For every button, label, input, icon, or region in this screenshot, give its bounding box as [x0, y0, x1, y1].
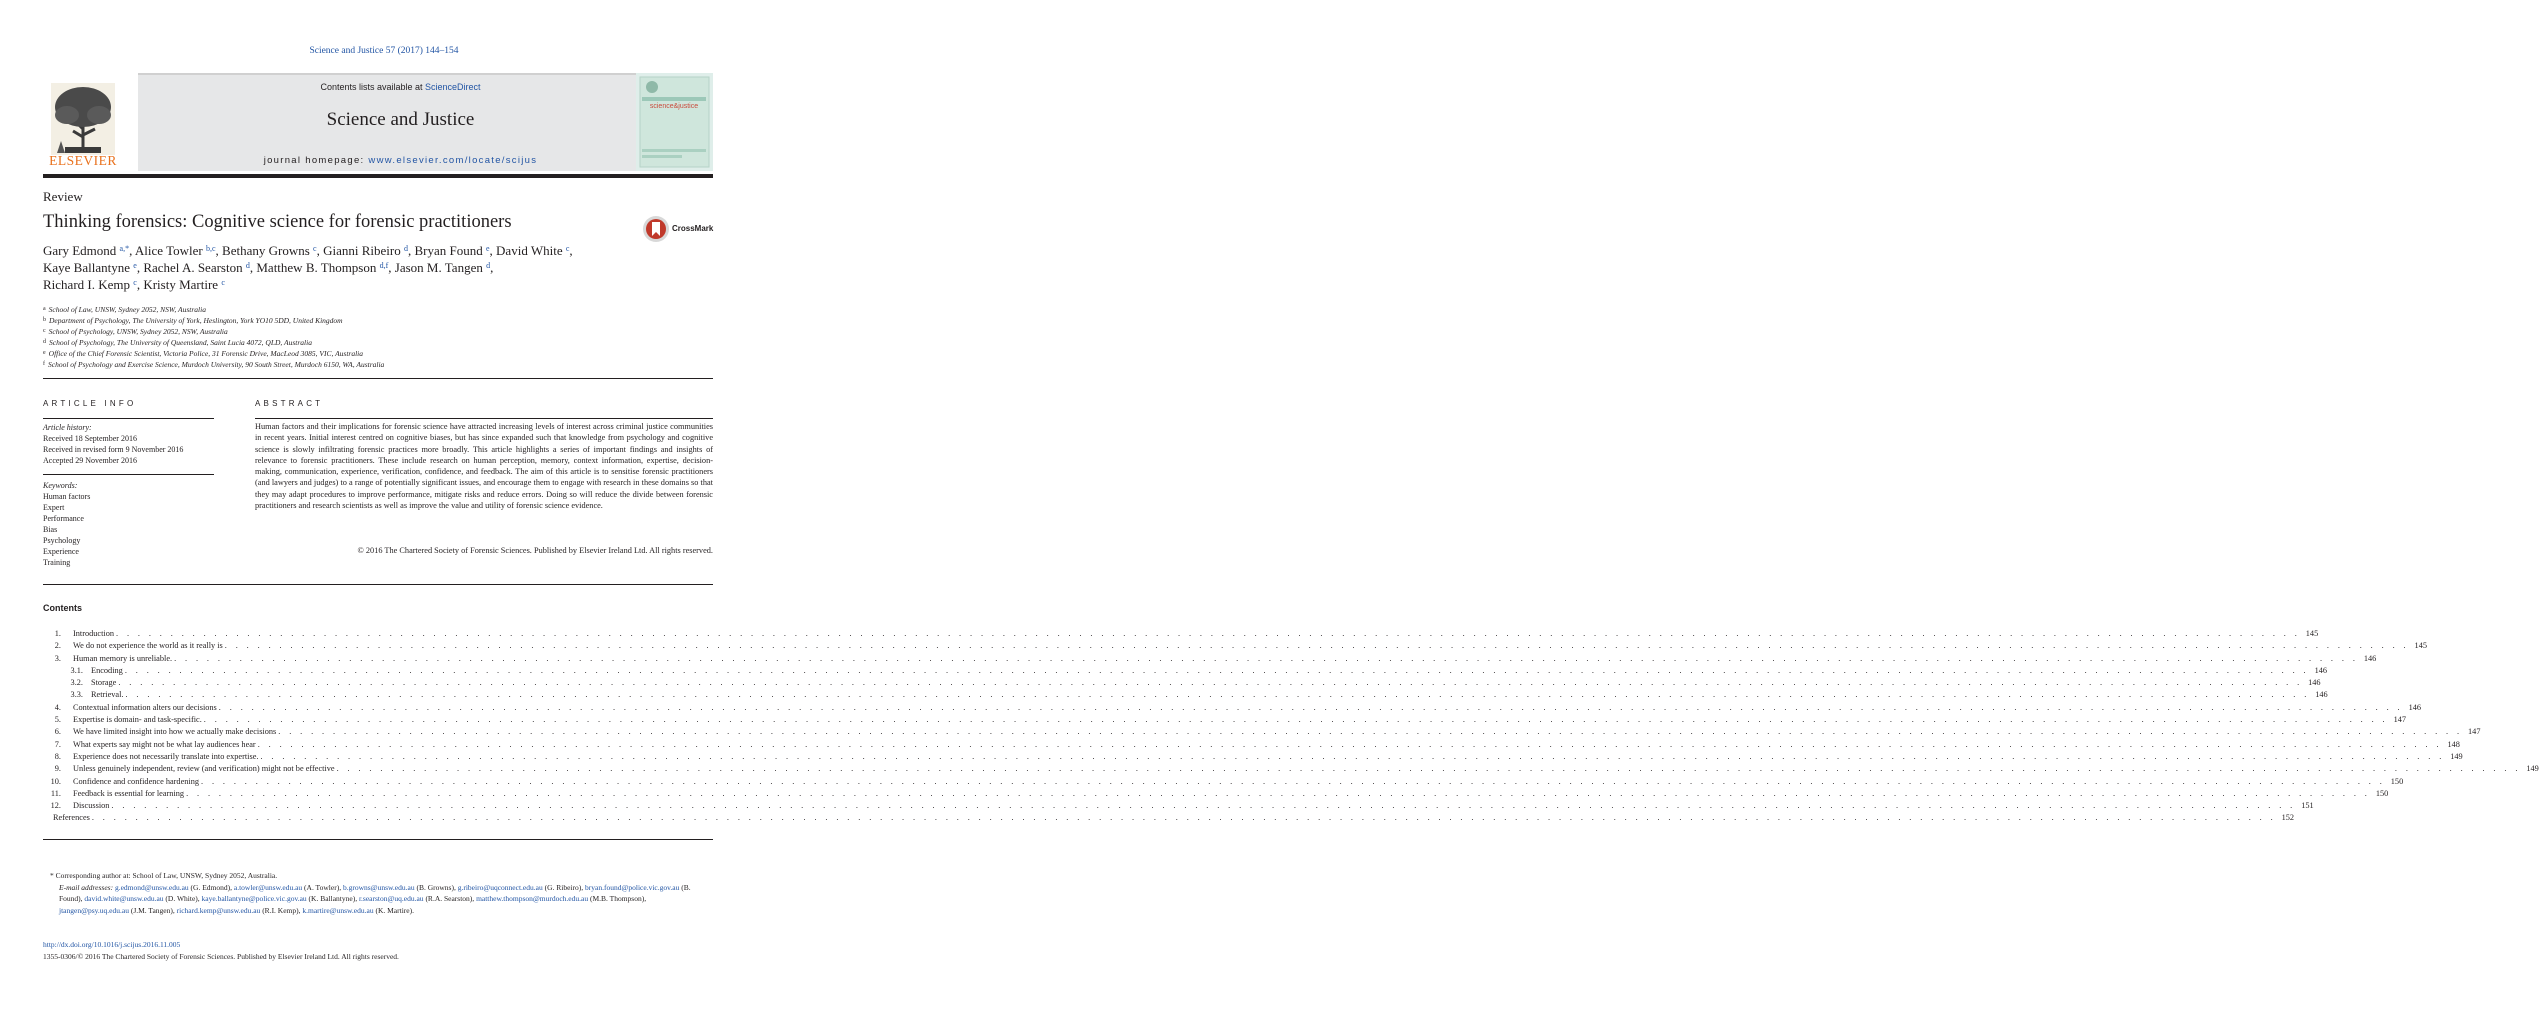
toc-leader-dots: . . . . . . . . . . . . . . . . . . . . . . . . . . . . . . . . . . . . . . . . . . . . . . . . . . . . . . . . . . . . . . . . . . . . . . . . . . . . . . . . . . . . . . . . . . . . . . . . . . . . . . . . . . . . . . . . . . . . . . . . . . . . . . . . . . . . . . . . . . . . . . . . . . . . . . . . . . . . . . . . . . . . . . . . . . . . . . . . . . . . . . . . . . . . . . . . . . . . . . . . — [201, 776, 2386, 786]
toc-entry-title: Feedback is essential for learning — [73, 788, 185, 798]
toc-entry-number: 7. — [54, 739, 61, 749]
journal-banner — [43, 73, 713, 171]
author-affiliation-link[interactable]: e — [133, 261, 137, 270]
email-link[interactable]: a.towler@unsw.edu.au — [233, 882, 303, 892]
affiliation-item: $^b$ Department of Psychology, The University of York, Heslington, York YO10 5DD, United Kingdom — [43, 316, 343, 325]
email-owner: (M.B. Thompson), — [588, 894, 647, 903]
article-info-heading: ARTICLE INFO — [43, 399, 137, 408]
author-line-2: Kaye Ballantyne $^e$, Rachel A. Searston $^d$, Matthew B. Thompson $^{d,f}$, Jason M. Tangen $^d$, — [43, 260, 494, 275]
toc-leader-dots: . . . . . . . . . . . . . . . . . . . . . . . . . . . . . . . . . . . . . . . . . . . . . . . . . . . . . . . . . . . . . . . . . . . . . . . . . . . . . . . . . . . . . . . . . . . . . . . . . . . . . . . . . . . . . . . . . . . . . . . . . . . . . . . . . . . . . . . . . . . . . . . . . . . . . . . . . . . . . . . . . . . . . . . . . . . . . . . . . . . . . . . . . . . . . . . . . . . . . . . . — [174, 653, 2359, 663]
toc-entry[interactable] — [43, 727, 2481, 739]
toc-leader-dots: . . . . . . . . . . . . . . . . . . . . . . . . . . . . . . . . . . . . . . . . . . . . . . . . . . . . . . . . . . . . . . . . . . . . . . . . . . . . . . . . . . . . . . . . . . . . . . . . . . . . . . . . . . . . . . . . . . . . . . . . . . . . . . . . . . . . . . . . . . . . . . . . . . . . . . . . . . . . . . . . . . . . . . . . . . . . . . . . . . . . . . . . . . . . . . . . . . . . . . . . — [260, 751, 2445, 761]
author-name: Gary Edmond — [43, 243, 117, 258]
toc-entry[interactable] — [43, 702, 2422, 715]
toc-entry-page: 148 — [2447, 739, 2460, 749]
author-affiliation-link[interactable]: e — [485, 244, 490, 253]
toc-entry-title: Introduction — [73, 629, 115, 638]
toc-entry-title: Unless genuinely independent, review (and verification) might not be effective — [73, 764, 335, 774]
toc-entry-page: 152 — [2281, 813, 2295, 823]
history-label: Article history: — [43, 423, 92, 432]
author-name: Gianni Ribeiro — [323, 243, 401, 258]
toc-leader-dots: . . . . . . . . . . . . . . . . . . . . . . . . . . . . . . . . . . . . . . . . . . . . . . . . . . . . . . . . . . . . . . . . . . . . . . . . . . . . . . . . . . . . . . . . . . . . . . . . . . . . . . . . . . . . . . . . . . . . . . . . . . . . . . . . . . . . . . . . . . . . . . . . . . . . . . . . . . . . . . . . . . . . . . . . . . . . . . . . . . . . . . . . . . . . . . . . . . . . . . . . — [91, 813, 2277, 823]
issn-copyright-line: 1355-0306/© 2016 The Chartered Society of Forensic Sciences. Published by Elsevier Ireland Ltd. All rights reserved. — [43, 952, 399, 961]
divider — [43, 584, 713, 585]
author-name: David White — [496, 243, 563, 258]
email-link[interactable]: k.martire@unsw.edu.au — [302, 905, 374, 915]
author-list — [43, 242, 713, 293]
toc-entry[interactable] — [43, 813, 2295, 825]
toc-entry-page: 145 — [2305, 629, 2319, 638]
keyword-item: Training — [43, 558, 71, 567]
journal-header-box — [138, 73, 663, 171]
toc-entry[interactable] — [43, 665, 2328, 678]
keyword-item: Performance — [43, 514, 84, 523]
history-item: Received in revised form 9 November 2016 — [43, 445, 184, 454]
journal-citation[interactable]: Science and Justice 57 (2017) 144–154 — [309, 46, 459, 56]
email-owner: (A. Towler), — [302, 882, 343, 892]
author-affiliation-link[interactable]: c — [221, 278, 225, 287]
toc-entry[interactable] — [43, 751, 2463, 764]
toc-entry-title: Experience does not necessarily translate into expertise. — [73, 751, 259, 761]
divider — [43, 418, 214, 419]
toc-leader-dots: . . . . . . . . . . . . . . . . . . . . . . . . . . . . . . . . . . . . . . . . . . . . . . . . . . . . . . . . . . . . . . . . . . . . . . . . . . . . . . . . . . . . . . . . . . . . . . . . . . . . . . . . . . . . . . . . . . . . . . . . . . . . . . . . . . . . . . . . . . . . . . . . . . . . . . . . . . . . . . . . . . . . . . . . . . . . . . . . . . . . . . . . . . . . . . . . . . . . . . . . — [186, 788, 2371, 798]
keyword-list — [43, 480, 90, 568]
email-owner: (G. Ribeiro), — [542, 882, 586, 892]
toc-entry[interactable] — [43, 678, 2321, 690]
toc-entry[interactable] — [43, 690, 2328, 702]
author-name: Matthew B. Thompson — [256, 260, 377, 275]
author-affiliation-link[interactable]: d,f — [379, 261, 389, 270]
email-link[interactable]: bryan.found@police.vic.gov.au — [585, 882, 680, 892]
affiliation-item: $^a$ School of Law, UNSW, Sydney 2052, NSW, Australia — [43, 305, 206, 314]
affiliation-item: $^c$ School of Psychology, UNSW, Sydney 2052, NSW, Australia — [43, 327, 228, 336]
toc-entry-page: 150 — [2390, 776, 2404, 786]
toc-entry-page: 146 — [2315, 690, 2328, 700]
author-name: Bethany Growns — [222, 243, 310, 258]
history-item: Received 18 September 2016 — [43, 434, 137, 443]
toc-entry[interactable] — [43, 715, 2407, 727]
toc-entry-number: 12. — [50, 801, 61, 811]
author-name: Kristy Martire — [143, 277, 219, 292]
keyword-item: Bias — [43, 525, 58, 534]
toc-entry-number: 6. — [54, 727, 61, 737]
email-link[interactable]: matthew.thompson@murdoch.edu.au — [476, 894, 589, 903]
author-affiliation-link[interactable]: b,c — [205, 244, 216, 253]
article-title: Thinking forensics: Cognitive science for forensic practitioners — [43, 212, 512, 232]
email-owner: (B. Growns), — [414, 882, 458, 892]
header-rule — [43, 174, 713, 178]
crossmark-icon — [642, 215, 670, 243]
author-affiliation-link[interactable]: c — [133, 278, 137, 287]
author-name: Alice Towler — [134, 243, 203, 258]
toc-entry-title: What experts say might not be what lay audiences hear — [73, 739, 256, 749]
toc-entry-page: 149 — [2526, 764, 2539, 774]
toc-entry[interactable] — [43, 629, 2319, 641]
abstract-heading: ABSTRACT — [255, 399, 324, 408]
email-owner: (R.I. Kemp), — [260, 905, 303, 915]
toc-entry-title: We have limited insight into how we actually make decisions — [73, 727, 277, 737]
author-affiliation-link[interactable]: a,* — [119, 244, 130, 253]
toc-leader-dots: . . . . . . . . . . . . . . . . . . . . . . . . . . . . . . . . . . . . . . . . . . . . . . . . . . . . . . . . . . . . . . . . . . . . . . . . . . . . . . . . . . . . . . . . . . . . . . . . . . . . . . . . . . . . . . . . . . . . . . . . . . . . . . . . . . . . . . . . . . . . . . . . . . . . . . . . . . . . . . . . . . . . . . . . . . . . . . . . . . . . . . . . . . . . . . . . . . . . . . . . — [124, 665, 2310, 675]
abstract-text: Human factors and their implications for forensic science have attracted increasing levels of interest across criminal justice communities in recent years. Initial interest centred on cognitive biases, but has since expanded such that knowledge from psychology and cognitive science is slowly infiltrating forensic practices more broadly. This article highlights a series of important findings and insights of relevance to forensic practitioners. These include research on human perception, memory, context information, expertise, decision-making, communication, experience, verification, confidence, and feedback. The aim of this article is to sensitise forensic practitioners (and lawyers and judges) to a range of potentially significant issues, and encourage them to engage with research in these domains so that they may adapt procedures to improve performance, mitigate risks and reduce errors. Doing so will reduce the divide between forensic practitioners and research scientists as well as improve the value and utility of forensic science evidence. — [255, 422, 713, 511]
toc-leader-dots: . . . . . . . . . . . . . . . . . . . . . . . . . . . . . . . . . . . . . . . . . . . . . . . . . . . . . . . . . . . . . . . . . . . . . . . . . . . . . . . . . . . . . . . . . . . . . . . . . . . . . . . . . . . . . . . . . . . . . . . . . . . . . . . . . . . . . . . . . . . . . . . . . . . . . . . . . . . . . . . . . . . . . . . . . . . . . . . . . . . . . . . . . . . . . . . . . . . . . . . . — [203, 715, 2389, 725]
toc-entry[interactable] — [43, 653, 2377, 666]
toc-leader-dots: . . . . . . . . . . . . . . . . . . . . . . . . . . . . . . . . . . . . . . . . . . . . . . . . . . . . . . . . . . . . . . . . . . . . . . . . . . . . . . . . . . . . . . . . . . . . . . . . . . . . . . . . . . . . . . . . . . . . . . . . . . . . . . . . . . . . . . . . . . . . . . . . . . . . . . . . . . . . . . . . . . . . . . . . . . . . . . . . . . . . . . . . . . . . . . . . . . . . . . . . — [116, 629, 2301, 638]
toc-entry-title: References — [53, 813, 90, 823]
email-link[interactable]: jtangen@psy.uq.edu.au — [59, 905, 129, 915]
author-affiliation-link[interactable]: c — [313, 244, 317, 253]
email-link[interactable]: b.growns@unsw.edu.au — [342, 882, 415, 892]
email-link[interactable]: david.white@unsw.edu.au — [84, 894, 164, 903]
email-link[interactable]: kaye.ballantyne@police.vic.gov.au — [201, 894, 307, 903]
history-item: Accepted 29 November 2016 — [43, 456, 137, 465]
doi-link[interactable]: http://dx.doi.org/10.1016/j.scijus.2016.11.005 — [43, 940, 181, 949]
article-history — [43, 422, 183, 466]
email-link[interactable]: g.edmond@unsw.edu.au — [114, 882, 189, 892]
email-link[interactable]: richard.kemp@unsw.edu.au — [176, 905, 261, 915]
journal-title: Science and Justice — [326, 109, 475, 130]
toc-entry-title: Expertise is domain- and task-specific. — [73, 715, 202, 725]
toc-entry-number: 3.3. — [70, 690, 83, 700]
journal-homepage-line: journal homepage: www.elsevier.com/locate/scijus — [263, 155, 538, 166]
author-affiliation-link[interactable]: c — [565, 244, 570, 253]
toc-entry-page: 147 — [2393, 715, 2407, 725]
author-line-1: Gary Edmond $^{a,*}$, Alice Towler $^{b,c}$, Bethany Growns $^c$, Gianni Ribeiro $^d$, Bryan Found $^e$, David White $^c$, — [43, 243, 573, 258]
author-name: Rachel A. Searston — [143, 260, 243, 275]
affiliation-list — [43, 304, 713, 370]
email-owner: (G. Edmond), — [188, 882, 234, 892]
author-affiliation-link[interactable]: d — [245, 261, 250, 270]
journal-cover-thumbnail — [636, 73, 713, 171]
crossmark-label: CrossMark — [672, 224, 714, 233]
author-name: Kaye Ballantyne — [43, 260, 130, 275]
toc-entry-number: 3.1. — [70, 665, 83, 675]
toc-leader-dots: . . . . . . . . . . . . . . . . . . . . . . . . . . . . . . . . . . . . . . . . . . . . . . . . . . . . . . . . . . . . . . . . . . . . . . . . . . . . . . . . . . . . . . . . . . . . . . . . . . . . . . . . . . . . . . . . . . . . . . . . . . . . . . . . . . . . . . . . . . . . . . . . . . . . . . . . . . . . . . . . . . . . . . . . . . . . . . . . . . . . . . . . . . . . . . . . . . . . . . . . — [278, 727, 2463, 737]
toc-entry-title: Retrieval. — [91, 690, 124, 700]
affiliation-item: $^f$ School of Psychology and Exercise Science, Murdoch University, 90 South Street, Murdoch 6150, WA, Australia — [43, 360, 385, 369]
email-owner: (B. Found), — [59, 882, 691, 903]
cover-title-text: science&justice — [649, 103, 699, 110]
toc-entry-title: Discussion — [73, 801, 110, 811]
toc-entry-title: Storage — [91, 678, 117, 688]
divider — [255, 418, 713, 419]
toc-leader-dots: . . . . . . . . . . . . . . . . . . . . . . . . . . . . . . . . . . . . . . . . . . . . . . . . . . . . . . . . . . . . . . . . . . . . . . . . . . . . . . . . . . . . . . . . . . . . . . . . . . . . . . . . . . . . . . . . . . . . . . . . . . . . . . . . . . . . . . . . . . . . . . . . . . . . . . . . . . . . . . . . . . . . . . . . . . . . . . . . . . . . . . . . . . . . . . . . . . . . . . . . — [111, 801, 2296, 811]
toc-entry-number: 1. — [54, 629, 61, 638]
author-name: Jason M. Tangen — [394, 260, 483, 275]
keywords-label: Keywords: — [43, 481, 78, 490]
affiliation-item: $^d$ School of Psychology, The University of Queensland, Saint Lucia 4072, QLD, Australia — [43, 338, 312, 347]
contents-heading: Contents — [43, 603, 82, 613]
toc-entry-title: We do not experience the world as it really is — [73, 641, 223, 651]
author-affiliation-link[interactable]: d — [486, 261, 491, 270]
toc-entry-title: Human memory is unreliable. — [73, 653, 173, 663]
abstract-copyright: © 2016 The Chartered Society of Forensic Sciences. Published by Elsevier Ireland Ltd. All rights reserved. — [357, 546, 713, 555]
toc-entry-number: 9. — [54, 764, 61, 774]
keyword-item: Experience — [43, 547, 79, 556]
toc-entry-number: 10. — [50, 776, 61, 786]
keyword-item: Expert — [43, 503, 65, 512]
email-link[interactable]: g.ribeiro@uqconnect.edu.au — [457, 882, 543, 892]
toc-entry[interactable] — [43, 739, 2460, 752]
contents-available-line: Contents lists available at ScienceDirect — [320, 82, 481, 92]
toc-entry[interactable] — [43, 641, 2427, 653]
toc-entry-page: 146 — [2314, 665, 2328, 675]
toc-entry-page: 145 — [2414, 641, 2427, 651]
divider — [43, 839, 713, 840]
email-owner: (J.M. Tangen), — [128, 905, 177, 915]
toc-entry-page: 146 — [2363, 653, 2377, 663]
toc-entry-number: 3.2. — [70, 678, 83, 688]
author-affiliation-link[interactable]: d — [403, 244, 408, 253]
toc-entry-page: 146 — [2308, 678, 2321, 688]
divider — [43, 378, 713, 379]
toc-entry-number: 11. — [50, 788, 61, 798]
toc-leader-dots: . . . . . . . . . . . . . . . . . . . . . . . . . . . . . . . . . . . . . . . . . . . . . . . . . . . . . . . . . . . . . . . . . . . . . . . . . . . . . . . . . . . . . . . . . . . . . . . . . . . . . . . . . . . . . . . . . . . . . . . . . . . . . . . . . . . . . . . . . . . . . . . . . . . . . . . . . . . . . . . . . . . . . . . . . . . . . . . . . . . . . . . . . . . . . . . . . . . . . . . . — [118, 678, 2303, 688]
toc-entry-page: 151 — [2301, 801, 2314, 811]
article-type: Review — [43, 189, 83, 204]
toc-entry-title: Confidence and confidence hardening — [73, 776, 200, 786]
email-owner: (K. Ballantyne), — [306, 894, 359, 903]
toc-entry-page: 146 — [2408, 702, 2422, 712]
journal-homepage-link[interactable]: www.elsevier.com/locate/scijus — [368, 155, 538, 166]
author-name: Bryan Found — [414, 243, 483, 258]
toc-entry-page: 149 — [2450, 751, 2463, 761]
email-owner: (D. White), — [163, 894, 202, 903]
toc-entry-page: 147 — [2468, 727, 2481, 737]
elsevier-wordmark: ELSEVIER — [49, 153, 117, 168]
toc-entry-number: 4. — [54, 702, 61, 712]
table-of-contents — [43, 629, 2539, 826]
author-line-3: Richard I. Kemp $^c$, Kristy Martire $^c$ — [43, 277, 225, 292]
toc-entry-number: 8. — [54, 751, 61, 761]
toc-entry-title: Contextual information alters our decisions — [73, 702, 217, 712]
toc-leader-dots: . . . . . . . . . . . . . . . . . . . . . . . . . . . . . . . . . . . . . . . . . . . . . . . . . . . . . . . . . . . . . . . . . . . . . . . . . . . . . . . . . . . . . . . . . . . . . . . . . . . . . . . . . . . . . . . . . . . . . . . . . . . . . . . . . . . . . . . . . . . . . . . . . . . . . . . . . . . . . . . . . . . . . . . . . . . . . . . . . . . . . . . . . . . . . . . . . . . . . . . . — [125, 690, 2310, 700]
email-owner: (K. Martire). — [373, 905, 414, 915]
toc-leader-dots: . . . . . . . . . . . . . . . . . . . . . . . . . . . . . . . . . . . . . . . . . . . . . . . . . . . . . . . . . . . . . . . . . . . . . . . . . . . . . . . . . . . . . . . . . . . . . . . . . . . . . . . . . . . . . . . . . . . . . . . . . . . . . . . . . . . . . . . . . . . . . . . . . . . . . . . . . . . . . . . . . . . . . . . . . . . . . . . . . . . . . . . . . . . . . . . . . . . . . . . . — [257, 739, 2442, 749]
email-owner: (R.A. Searston), — [423, 894, 477, 903]
keyword-item: Human factors — [43, 492, 91, 501]
toc-leader-dots: . . . . . . . . . . . . . . . . . . . . . . . . . . . . . . . . . . . . . . . . . . . . . . . . . . . . . . . . . . . . . . . . . . . . . . . . . . . . . . . . . . . . . . . . . . . . . . . . . . . . . . . . . . . . . . . . . . . . . . . . . . . . . . . . . . . . . . . . . . . . . . . . . . . . . . . . . . . . . . . . . . . . . . . . . . . . . . . . . . . . . . . . . . . . . . . . . . . . . . . . — [218, 702, 2404, 712]
toc-entry-number: 2. — [54, 641, 61, 651]
divider — [43, 474, 214, 475]
email-label: E-mail addresses: — [59, 882, 115, 892]
author-footnote — [43, 870, 713, 916]
affiliation-item: $^e$ Office of the Chief Forensic Scientist, Victoria Police, 31 Forensic Drive, MacLeod 3085, VIC, Australia — [43, 349, 363, 358]
crossmark-button[interactable] — [642, 215, 714, 243]
toc-entry-number: 5. — [54, 715, 61, 725]
toc-entry-number: 3. — [54, 653, 61, 663]
toc-entry-page: 150 — [2375, 788, 2389, 798]
keyword-item: Psychology — [43, 536, 81, 545]
toc-entry[interactable] — [43, 764, 2539, 776]
toc-entry[interactable] — [43, 776, 2404, 789]
toc-entry-title: Encoding — [91, 665, 123, 675]
corresponding-author-note: * Corresponding author at: School of Law, UNSW, Sydney 2052, Australia. — [50, 871, 278, 880]
author-name: Richard I. Kemp — [43, 277, 131, 292]
toc-entry[interactable] — [43, 788, 2389, 801]
email-link[interactable]: r.searston@uq.edu.au — [358, 894, 424, 903]
sciencedirect-link[interactable]: ScienceDirect — [425, 82, 481, 92]
toc-leader-dots: . . . . . . . . . . . . . . . . . . . . . . . . . . . . . . . . . . . . . . . . . . . . . . . . . . . . . . . . . . . . . . . . . . . . . . . . . . . . . . . . . . . . . . . . . . . . . . . . . . . . . . . . . . . . . . . . . . . . . . . . . . . . . . . . . . . . . . . . . . . . . . . . . . . . . . . . . . . . . . . . . . . . . . . . . . . . . . . . . . . . . . . . . . . . . . . . . . . . . . . . — [224, 641, 2409, 651]
toc-leader-dots: . . . . . . . . . . . . . . . . . . . . . . . . . . . . . . . . . . . . . . . . . . . . . . . . . . . . . . . . . . . . . . . . . . . . . . . . . . . . . . . . . . . . . . . . . . . . . . . . . . . . . . . . . . . . . . . . . . . . . . . . . . . . . . . . . . . . . . . . . . . . . . . . . . . . . . . . . . . . . . . . . . . . . . . . . . . . . . . . . . . . . . . . . . . . . . . . . . . . . . . . — [336, 764, 2521, 774]
email-addresses — [43, 882, 713, 917]
toc-entry[interactable] — [43, 801, 2314, 813]
